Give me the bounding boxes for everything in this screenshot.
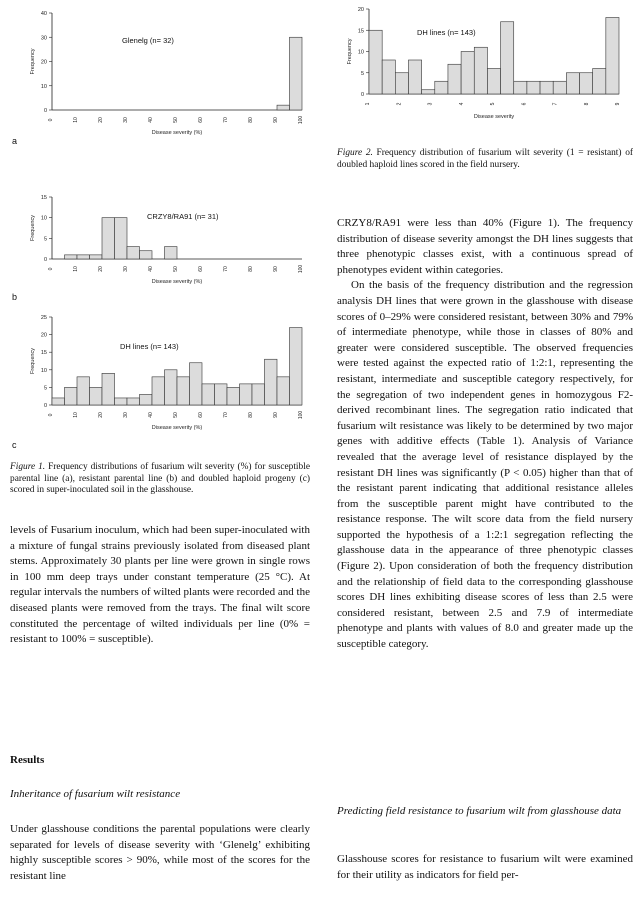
x-tick-label: 90 — [273, 266, 279, 272]
histogram-bar — [593, 69, 606, 95]
histogram-bar — [277, 377, 290, 405]
histogram-bar — [152, 377, 165, 405]
histogram-bar — [265, 359, 278, 405]
x-tick-label: 70 — [223, 412, 229, 418]
x-tick-label: 100 — [298, 115, 304, 125]
histogram-glenelg — [22, 8, 312, 138]
chart-dh-glasshouse — [12, 312, 312, 450]
y-tick-label: 0 — [360, 92, 364, 98]
figure-1-label: Figure 1. — [10, 462, 46, 472]
x-axis-label: Disease severity (%) — [151, 130, 203, 136]
y-tick-label: 0 — [43, 257, 47, 263]
chart-crzy — [12, 192, 312, 302]
x-tick-label: 10 — [73, 117, 79, 123]
x-tick-label: 70 — [223, 266, 229, 272]
histogram-bar — [77, 377, 90, 405]
histogram-bar — [52, 398, 65, 405]
histogram-bar — [165, 247, 178, 259]
x-tick-label: 0 — [48, 267, 54, 271]
y-tick-label: 10 — [40, 367, 47, 374]
histogram-bar — [165, 370, 178, 405]
histogram-bar — [474, 47, 487, 94]
figure-2-label: Figure 2. — [337, 148, 373, 158]
histogram-dh-glasshouse — [22, 312, 312, 447]
chart-title: CRZY8/RA91 (n= 31) — [147, 212, 219, 221]
histogram-bar — [408, 60, 421, 94]
y-tick-label: 20 — [357, 7, 364, 13]
histogram-bar — [566, 73, 579, 94]
x-tick-label: 50 — [173, 412, 179, 418]
chart-title: Glenelg (n= 32) — [122, 36, 174, 45]
y-axis-label: Frequency — [347, 38, 353, 65]
paragraph: On the basis of the frequency distribution and the regression analysis DH lines that were grown in the glasshouse with disease scores of 0–29% were considered resistant, between 30% and 79% of intermediate phenotype, while those in classes of 80% and greater were considered susceptible. The observed frequencies were tested against the expected ratio of 1:2:1, representing the resistant, intermediate and susceptible category respectively, for the segregation of two independent genes in homozygous F2-derived recombinant lines. The segregation ratio indicated that fusarium wilt resistance was likely to be determined by two major genes with additive effects (Table 1). Analysis of Variance revealed that the average level of resistance displayed by the resistant DH lines was significantly (P < 0.05) higher than that of the resistant parent indicating that additional resistance alleles from the susceptible parent might have contributed to the resistance response. The wilt score data from the field nursery supported the hypothesis of a 1:2:1 segregation reflecting the glasshouse data in the appearance of three phenotypic classes (Figure 2). Upon consideration of both the frequency distribution and the relationship of field data to the corresponding glasshouse scores DH lines exhibiting disease scores of less than 2.5 were considered resistant, between 2.5 and 7.9 of intermediate phenotype and plants with values of 8.0 and greater made up the susceptible category. — [337, 279, 633, 651]
x-tick-label: 8 — [583, 102, 590, 106]
histogram-bar — [115, 218, 128, 259]
x-tick-label: 90 — [273, 412, 279, 418]
histogram-bar — [227, 387, 240, 405]
right-column-final-paragraph — [337, 852, 633, 883]
x-tick-label: 100 — [298, 410, 304, 420]
predicting-subheading: Predicting field resistance to fusarium wilt from glasshouse data — [337, 805, 622, 817]
histogram-bar — [606, 18, 619, 95]
x-axis-label: Disease severity — [473, 114, 515, 120]
y-tick-label: 10 — [40, 215, 47, 222]
y-tick-label: 10 — [357, 49, 364, 56]
x-tick-label: 30 — [123, 117, 129, 123]
histogram-bar — [422, 90, 435, 94]
x-tick-label: 3 — [427, 102, 434, 106]
y-tick-label: 0 — [43, 403, 47, 409]
x-tick-label: 0 — [48, 413, 54, 417]
x-tick-label: 20 — [98, 412, 104, 418]
histogram-bar — [140, 251, 153, 259]
x-tick-label: 0 — [48, 118, 54, 122]
histogram-bar — [277, 105, 290, 110]
y-axis-label: Frequency — [30, 348, 36, 374]
histogram-bar — [580, 73, 593, 94]
histogram-bar — [461, 52, 474, 95]
paragraph: levels of Fusarium inoculum, which had been super-inoculated with a mixture of fungal strains previously isolated from diseased plant stems. Approximately 30 plants per line were grown in single rows in 100 mm deep trays under constant temperature (25 °C). At regular intervals the numbers of wilted plants were recorded and the diseased plants were removed from the trays. The final wilt score constituted the percentage of wilted individuals per line (0% = resistant to 100% = susceptible). — [10, 524, 310, 646]
x-tick-label: 7 — [552, 102, 559, 106]
histogram-bar — [77, 255, 90, 259]
x-tick-label: 60 — [198, 266, 204, 272]
y-tick-label: 20 — [40, 59, 47, 66]
x-tick-label: 30 — [123, 266, 129, 272]
y-tick-label: 15 — [357, 28, 364, 35]
histogram-bar — [102, 373, 115, 405]
histogram-bar — [127, 398, 140, 405]
histogram-bar — [448, 64, 461, 94]
x-tick-label: 10 — [73, 266, 79, 272]
x-tick-label: 40 — [148, 266, 154, 272]
x-tick-label: 40 — [148, 117, 154, 123]
x-tick-label: 100 — [298, 264, 304, 274]
chart-title: DH lines (n= 143) — [417, 28, 476, 37]
inheritance-subheading: Inheritance of fusarium wilt resistance — [10, 788, 181, 800]
x-axis-label: Disease severity (%) — [151, 279, 203, 285]
x-tick-label: 40 — [148, 412, 154, 418]
chart-glenelg — [12, 8, 312, 146]
histogram-bar — [115, 398, 128, 405]
y-tick-label: 15 — [40, 350, 47, 357]
y-tick-label: 5 — [360, 70, 364, 77]
right-column-text — [337, 216, 633, 653]
y-tick-label: 30 — [40, 35, 47, 42]
chart-dh-field — [345, 4, 635, 136]
histogram-bar — [290, 37, 303, 110]
left-column-paragraph-1 — [10, 523, 310, 648]
histogram-crzy — [22, 192, 312, 302]
y-axis-label: Frequency — [30, 215, 36, 241]
x-tick-label: 50 — [173, 266, 179, 272]
figure-1-caption — [10, 462, 310, 497]
histogram-bar — [514, 81, 527, 94]
histogram-bar — [65, 387, 78, 405]
x-tick-label: 2 — [396, 102, 403, 106]
paragraph: Glasshouse scores for resistance to fusarium wilt were examined for their utility as indicators for field per- — [337, 853, 633, 881]
x-tick-label: 80 — [248, 117, 254, 123]
histogram-bar — [290, 328, 303, 405]
histogram-bar — [501, 22, 514, 94]
x-tick-label: 80 — [248, 266, 254, 272]
x-tick-label: 30 — [123, 412, 129, 418]
y-tick-label: 20 — [40, 332, 47, 339]
x-tick-label: 5 — [490, 102, 496, 106]
figure-2-caption — [337, 148, 633, 171]
y-tick-label: 10 — [40, 83, 47, 90]
histogram-bar — [240, 384, 253, 405]
y-tick-label: 0 — [43, 108, 47, 114]
figure-2-text: Frequency distribution of fusarium wilt severity (1 = resistant) of doubled haploid lines scored in the field nursery. — [337, 148, 634, 170]
chart-title: DH lines (n= 143) — [120, 342, 179, 351]
histogram-bar — [252, 384, 265, 405]
histogram-bar — [395, 73, 408, 94]
y-tick-label: 25 — [40, 315, 47, 321]
x-tick-label: 90 — [273, 117, 279, 123]
histogram-bar — [369, 30, 382, 94]
x-tick-label: 70 — [223, 117, 229, 123]
panel-label-c: c — [12, 440, 17, 450]
histogram-bar — [527, 81, 540, 94]
histogram-bar — [190, 363, 203, 405]
x-tick-label: 50 — [173, 117, 179, 123]
panel-label-a: a — [12, 136, 18, 146]
figure-1-text: Frequency distributions of fusarium wilt severity (%) for susceptible parental line (a), resistant parental line (b) and doubled haploid progeny (c) scored in super-inoculated soil in the glasshouse. — [10, 462, 310, 495]
y-tick-label: 5 — [43, 385, 47, 392]
x-tick-label: 80 — [248, 412, 254, 418]
x-tick-label: 20 — [98, 117, 104, 123]
histogram-bar — [202, 384, 215, 405]
results-heading: Results — [10, 754, 45, 766]
paragraph: Under glasshouse conditions the parental populations were clearly separated for levels of disease severity with ‘Glenelg’ exhibiting highly susceptible scores > 90%, while most of the scores for the resistant line — [10, 823, 310, 882]
x-tick-label: 4 — [458, 102, 465, 106]
histogram-bar — [553, 81, 566, 94]
y-tick-label: 15 — [40, 195, 47, 201]
histogram-bar — [487, 69, 500, 95]
y-axis-label: Frequency — [30, 48, 36, 75]
histogram-bar — [90, 387, 103, 405]
histogram-bar — [540, 81, 553, 94]
paragraph: CRZY8/RA91 were less than 40% (Figure 1). The frequency distribution of disease severity amongst the DH lines suggests that three phenotypic classes exist, with a continuous spread of phenotypes evident within categories. — [337, 217, 633, 276]
x-tick-label: 60 — [198, 412, 204, 418]
x-tick-label: 1 — [365, 102, 371, 106]
histogram-bar — [177, 377, 190, 405]
panel-label-b: b — [12, 292, 18, 302]
left-column-paragraph-2 — [10, 822, 310, 884]
x-axis-label: Disease severity (%) — [151, 425, 203, 431]
histogram-bar — [90, 255, 103, 259]
histogram-bar — [435, 81, 448, 94]
histogram-bar — [382, 60, 395, 94]
histogram-bar — [65, 255, 78, 259]
histogram-bar — [215, 384, 228, 405]
x-tick-label: 60 — [198, 117, 204, 123]
y-tick-label: 5 — [43, 236, 47, 243]
histogram-dh-field — [345, 4, 635, 136]
histogram-bar — [102, 218, 115, 259]
histogram-bar — [127, 247, 140, 259]
x-tick-label: 10 — [73, 412, 79, 418]
x-tick-label: 6 — [521, 102, 528, 106]
x-tick-label: 9 — [615, 102, 621, 106]
y-tick-label: 40 — [40, 11, 47, 17]
x-tick-label: 20 — [98, 266, 104, 272]
histogram-bar — [140, 394, 153, 405]
